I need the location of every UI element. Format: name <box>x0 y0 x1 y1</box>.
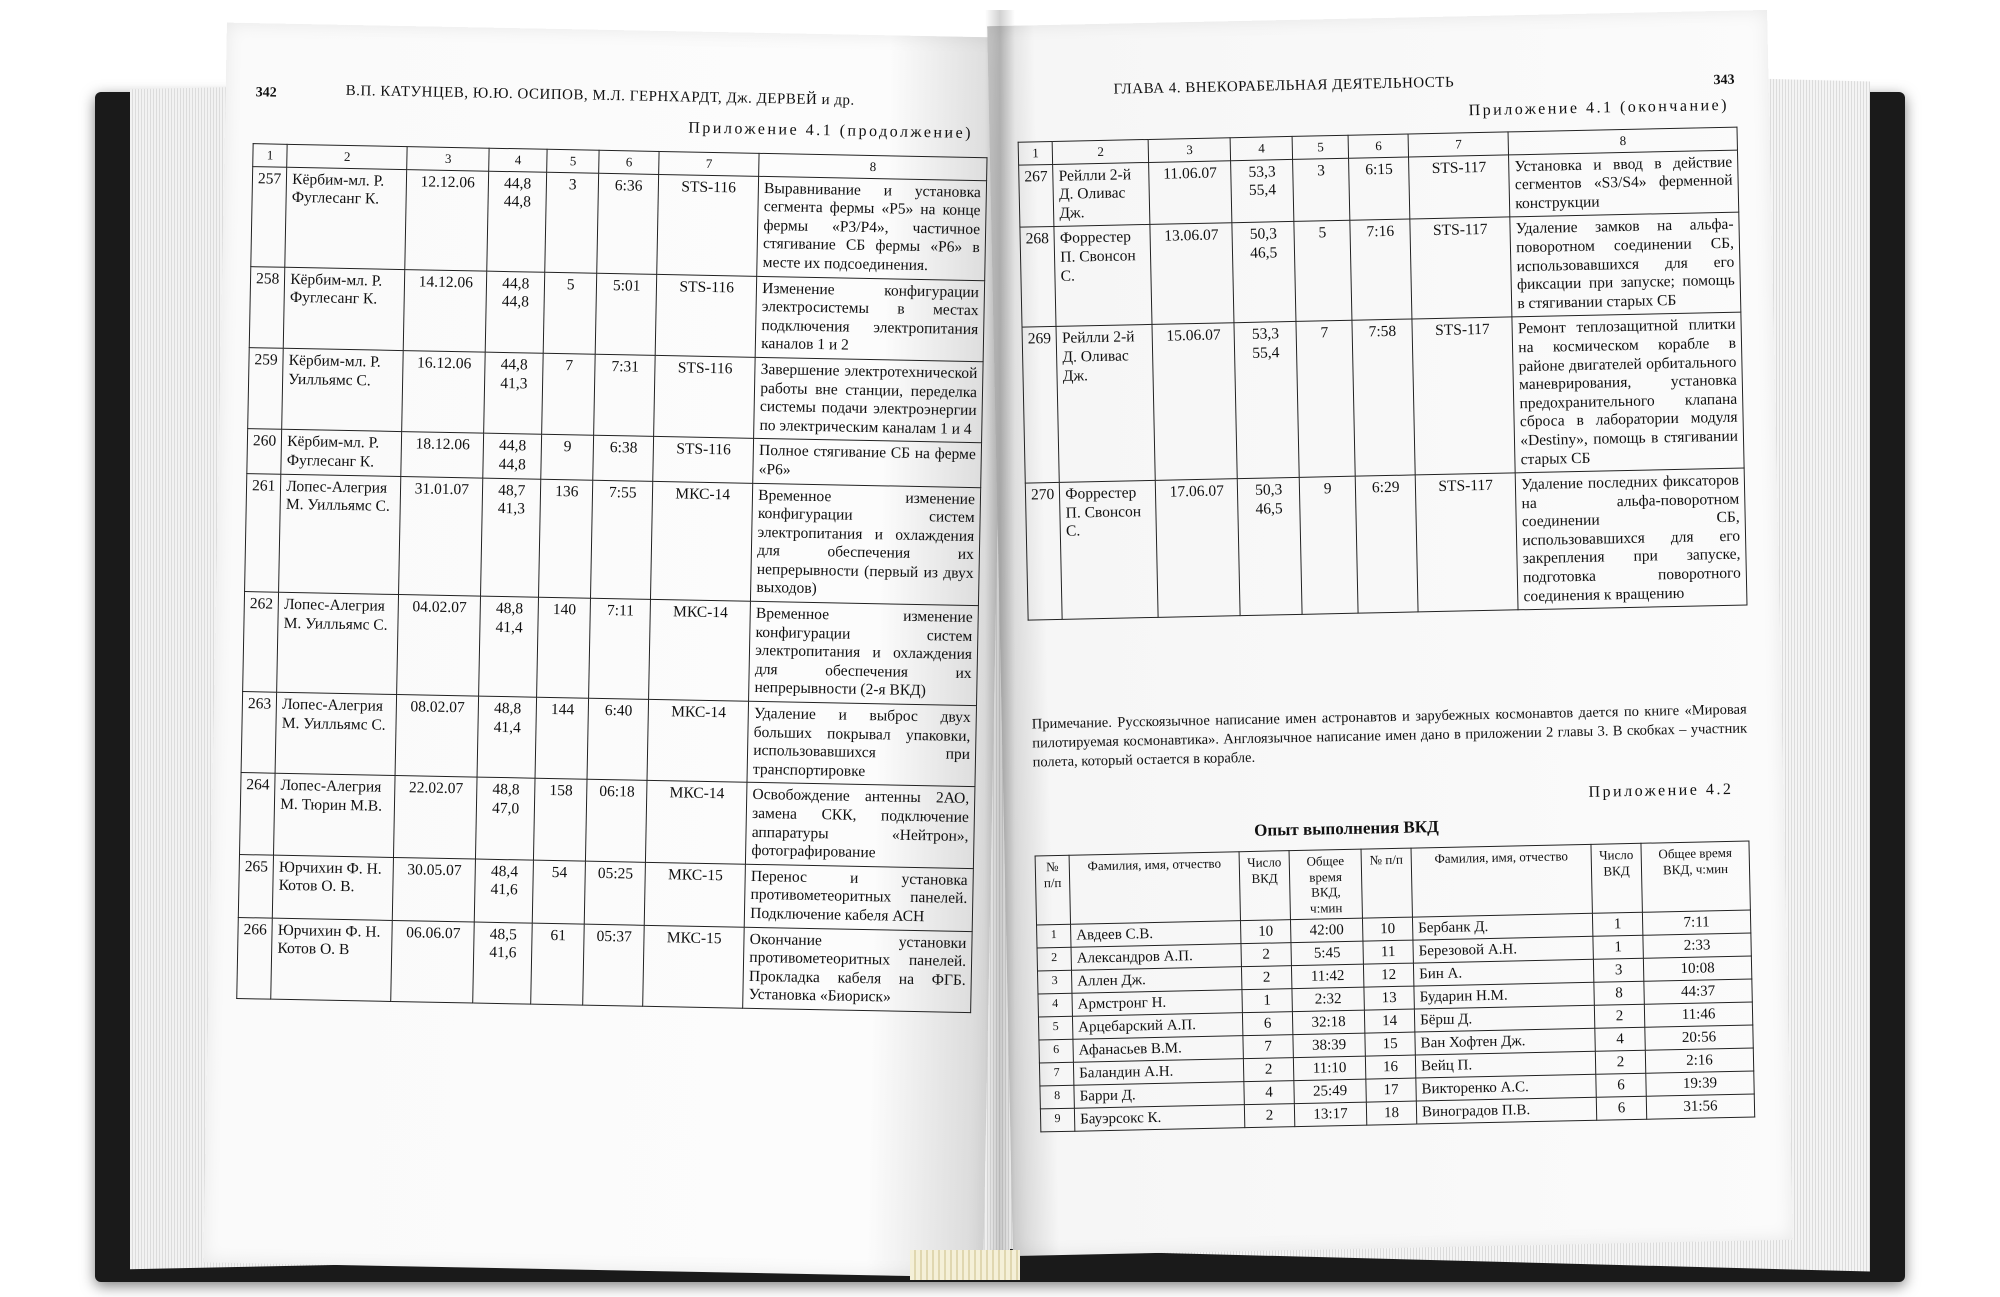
vkd-count: 2 <box>1244 1104 1294 1128</box>
right-table-body <box>1019 150 1747 621</box>
vkd-col-header: Фамилия, имя, отчество <box>1069 852 1240 925</box>
vkd-count: 2 <box>1243 1058 1293 1082</box>
eva-count: 144 <box>535 697 589 779</box>
vkd-number: 8 <box>1040 1086 1074 1110</box>
vkd-total-time: 2:16 <box>1645 1048 1753 1073</box>
vkd-total-time: 25:49 <box>1294 1079 1366 1104</box>
right-table-row <box>1022 312 1744 483</box>
eva-values: 50,3 46,5 <box>1237 477 1302 615</box>
vkd-number: 7 <box>1039 1063 1073 1087</box>
vkd-count: 1 <box>1593 936 1643 960</box>
eva-count: 7 <box>1296 321 1355 478</box>
eva-duration: 6:38 <box>593 436 654 481</box>
right-col-header: 6 <box>1348 134 1408 158</box>
flight-id: STS-117 <box>1410 217 1512 319</box>
row-number: 263 <box>241 692 277 774</box>
eva-duration: 05:37 <box>583 924 645 1007</box>
astronaut-name: Авдеев С.В. <box>1071 921 1241 948</box>
book-spine-shadow <box>985 10 1015 1280</box>
vkd-number: 11 <box>1363 940 1413 964</box>
vkd-total-time: 31:56 <box>1646 1094 1754 1119</box>
right-table-row <box>1020 212 1741 327</box>
eva-count: 9 <box>1299 476 1358 614</box>
vkd-total-time: 2:32 <box>1292 987 1364 1012</box>
astronaut-name: Бербанк Д. <box>1412 914 1592 941</box>
eva-date: 08.02.07 <box>395 695 479 778</box>
eva-duration: 7:55 <box>591 480 653 600</box>
crew-names: Кёрбим-мл. Р. Уилльямс С. <box>282 348 404 432</box>
vkd-number: 15 <box>1365 1032 1415 1056</box>
right-col-header: 4 <box>1230 136 1292 160</box>
flight-id: STS-116 <box>654 355 756 438</box>
eva-description: Установка и ввод в действие сегментов «S3/S4» ферменной конструкции <box>1509 150 1739 218</box>
vkd-count: 6 <box>1242 1012 1292 1036</box>
flight-id: МКС-15 <box>643 925 745 1008</box>
left-table-row <box>251 166 987 280</box>
vkd-total-time: 11:46 <box>1644 1002 1752 1027</box>
left-page <box>203 23 1007 1278</box>
left-col-header: 4 <box>489 148 547 172</box>
eva-duration: 6:36 <box>597 173 659 274</box>
flight-id: МКС-14 <box>646 781 748 864</box>
row-number: 264 <box>240 773 276 855</box>
astronaut-name: Вейц П. <box>1415 1052 1595 1079</box>
flight-id: МКС-14 <box>647 699 749 782</box>
astronaut-name: Афанасьев В.М. <box>1073 1036 1243 1063</box>
row-number: 268 <box>1020 227 1056 328</box>
astronaut-name: Армстронг Н. <box>1072 990 1242 1017</box>
eva-description: Ремонт теплозащитной плитки на космическом корабле в районе двигателей орбитального маневрирования, установка предохранительного клапана сброса в лаборатории модуля «Destiny», помощь в стягивании старых СБ <box>1512 312 1744 473</box>
eva-description: Временное изменение конфигурации систем электропитания и охлаждения для обеспечения их непрерывности (2-я ВКД) <box>749 601 979 705</box>
vkd-col-header: Общее время ВКД, ч:мин <box>1641 841 1750 913</box>
crew-names: Лопес-Алегрия М. Уилльямс С. <box>275 692 397 776</box>
eva-duration: 7:11 <box>589 598 651 699</box>
eva-count: 5 <box>1294 221 1352 322</box>
crew-names: Кёрбим-мл. Р. Фуглесанг К. <box>283 267 405 351</box>
vkd-count: 10 <box>1241 920 1291 944</box>
eva-description: Изменение конфигурации электросистемы в местах подключения электропитания каналов 1 и 2 <box>755 276 984 362</box>
row-number: 261 <box>245 473 282 592</box>
astronaut-name: Баландин А.Н. <box>1073 1059 1243 1086</box>
vkd-number: 16 <box>1365 1055 1415 1079</box>
astronaut-name: Викторенко А.С. <box>1416 1075 1596 1102</box>
vkd-count: 6 <box>1596 1074 1646 1098</box>
vkd-number: 13 <box>1364 986 1414 1010</box>
right-table-row <box>1025 468 1747 620</box>
left-col-header: 5 <box>547 149 599 173</box>
row-number: 267 <box>1019 164 1055 227</box>
eva-duration: 6:40 <box>587 698 649 781</box>
left-table-row <box>240 773 975 868</box>
eva-duration: 7:58 <box>1352 319 1415 476</box>
right-col-header: 3 <box>1148 138 1230 162</box>
vkd-number: 1 <box>1037 925 1071 949</box>
eva-description: Удаление и выброс двух больших покрывал упаковки, использовавшихся при транспортировке <box>747 701 976 787</box>
vkd-total-time: 44:37 <box>1644 979 1752 1004</box>
crew-names: Рейлли 2-й Д. Оливас Дж. <box>1056 325 1155 483</box>
eva-count: 136 <box>539 479 593 599</box>
right-page-number: 343 <box>1713 72 1735 89</box>
left-page-number: 342 <box>255 85 277 101</box>
eva-description: Завершение электротехнической работы вне станции, переделка системы подачи электроэнергии по электрическим каналам 1 и 4 <box>754 357 983 443</box>
crew-names: Юрчихин Ф. Н. Котов О. В. <box>273 855 394 920</box>
flight-id: STS-116 <box>657 174 759 276</box>
astronaut-name: Бёрш Д. <box>1414 1006 1594 1033</box>
eva-date: 13.06.07 <box>1150 223 1234 325</box>
right-col-header: 7 <box>1408 132 1508 157</box>
vkd-count: 2 <box>1594 1005 1644 1029</box>
eva-date: 16.12.06 <box>402 351 486 434</box>
eva-duration: 06:18 <box>586 780 648 863</box>
eva-description: Удаление замков на альфа-поворотном соединении СБ, использовавшихся для его фиксации при запуске; помощь в стягивании старых СБ <box>1510 212 1741 317</box>
eva-duration: 7:16 <box>1350 219 1412 320</box>
vkd-count: 1 <box>1242 989 1292 1013</box>
vkd-count: 1 <box>1592 913 1642 937</box>
crew-names: Кёрбим-мл. Р. Фуглесанг К. <box>285 167 407 269</box>
eva-values: 44,8 41,3 <box>484 352 544 434</box>
eva-duration: 5:01 <box>595 273 657 356</box>
right-col-header: 8 <box>1508 127 1737 154</box>
flight-id: МКС-14 <box>649 599 751 701</box>
eva-duration: 6:29 <box>1355 475 1418 613</box>
eva-description: Временное изменение конфигурации систем электропитания и охлаждения для обеспечения их непрерывности (первый из двух выходов) <box>751 483 981 606</box>
eva-values: 48,8 41,4 <box>479 596 539 697</box>
vkd-number: 12 <box>1363 963 1413 987</box>
astronaut-name: Березовой А.Н. <box>1413 937 1593 964</box>
vkd-col-header: Число ВКД <box>1591 843 1642 913</box>
row-number: 270 <box>1025 482 1062 620</box>
crew-names: Кёрбим-мл. Р. Фуглесанг К. <box>281 430 402 476</box>
eva-values: 44,8 44,8 <box>487 171 547 272</box>
eva-date: 18.12.06 <box>401 432 484 478</box>
vkd-total-time: 13:17 <box>1294 1102 1366 1127</box>
eva-count: 140 <box>537 597 591 698</box>
vkd-number: 2 <box>1037 948 1071 972</box>
crew-names: Лопес-Алегрия М. Уилльямс С. <box>279 474 401 595</box>
eva-date: 04.02.07 <box>397 595 481 697</box>
left-table-row <box>248 348 983 443</box>
left-col-header: 3 <box>407 147 489 171</box>
eva-date: 14.12.06 <box>403 269 487 352</box>
vkd-number: 6 <box>1039 1040 1073 1064</box>
eva-count: 54 <box>533 860 586 924</box>
eva-values: 48,7 41,3 <box>481 478 541 598</box>
astronaut-name: Аллен Дж. <box>1072 967 1242 994</box>
vkd-count: 4 <box>1244 1081 1294 1105</box>
vkd-col-header: Фамилия, имя, отчество <box>1411 844 1592 917</box>
right-running-head: ГЛАВА 4. ВНЕКОРАБЕЛЬНАЯ ДЕЯТЕЛЬНОСТЬ <box>1113 74 1455 98</box>
vkd-col-header: Число ВКД <box>1239 851 1290 921</box>
vkd-total-time: 20:56 <box>1645 1025 1753 1050</box>
flight-id: STS-116 <box>653 437 754 483</box>
vkd-count: 4 <box>1595 1028 1645 1052</box>
eva-values: 48,8 47,0 <box>476 777 536 859</box>
eva-values: 50,3 46,5 <box>1232 222 1296 323</box>
vkd-number: 17 <box>1366 1078 1416 1102</box>
left-table-row <box>249 266 984 361</box>
crew-names: Форрестер П. Свонсон С. <box>1060 480 1159 619</box>
appendix-4-2-heading: Приложение 4.2 <box>1588 780 1734 801</box>
vkd-total-time: 38:39 <box>1293 1033 1365 1058</box>
left-col-header: 7 <box>659 151 759 176</box>
row-number: 257 <box>251 166 287 267</box>
row-number: 258 <box>249 266 285 348</box>
eva-description: Выравнивание и установка сегмента фермы «P5» на конце фермы «P3/P4», частичное стягивание СБ фермы «P6» в месте их подсоединения. <box>757 176 987 280</box>
flight-id: МКС-15 <box>644 862 745 927</box>
vkd-count: 2 <box>1241 966 1291 990</box>
vkd-experience-table <box>1035 841 1756 1133</box>
right-col-header: 5 <box>1292 135 1348 159</box>
right-col-header: 2 <box>1052 139 1148 164</box>
eva-date: 11.06.07 <box>1149 160 1232 224</box>
vkd-col-header: Общее время ВКД, ч:мин <box>1289 849 1362 920</box>
eva-values: 53,3 55,4 <box>1231 159 1294 223</box>
right-col-header: 1 <box>1018 141 1053 164</box>
astronaut-name: Ван Хофтен Дж. <box>1415 1029 1595 1056</box>
vkd-total-time: 11:10 <box>1293 1056 1365 1081</box>
astronaut-name: Александров А.П. <box>1071 944 1241 971</box>
crew-names: Лопес-Алегрия М. Тюрин М.В. <box>274 774 396 858</box>
flight-id: STS-117 <box>1415 473 1518 612</box>
row-number: 262 <box>243 592 279 693</box>
vkd-total-time: 19:39 <box>1646 1071 1754 1096</box>
left-eva-table <box>236 143 987 1013</box>
right-eva-table <box>1018 127 1748 621</box>
eva-duration: 6:15 <box>1349 157 1410 221</box>
left-table-row <box>237 917 972 1012</box>
eva-values: 48,5 41,6 <box>473 922 533 1004</box>
eva-count: 158 <box>534 779 588 861</box>
table-note: Примечание. Русскоязычное написание имен астронавтов и зарубежных космонавтов дается по книге «Мировая пилотируемая космонавтика». Англоязычное написание имен дано в приложении 2 главы 3. В скобках – участник полета, который остается в корабле. <box>1031 701 1748 771</box>
crew-names: Форрестер П. Свонсон С. <box>1054 225 1152 327</box>
eva-description: Освобождение антенны 2АО, замена СКК, подключение аппаратуры «Нейтрон», фотографирование <box>746 783 975 869</box>
vkd-number: 18 <box>1366 1101 1416 1125</box>
eva-description: Полное стягивание СБ на ферме «P6» <box>753 439 982 488</box>
vkd-count: 2 <box>1595 1051 1645 1075</box>
eva-date: 30.05.07 <box>393 857 476 921</box>
eva-description: Перенос и установка противометеоритных панелей. Подключение кабеля АСН <box>744 864 973 931</box>
crew-names: Лопес-Алегрия М. Уилльямс С. <box>277 592 399 694</box>
vkd-total-time: 42:00 <box>1290 919 1362 944</box>
eva-date: 31.01.07 <box>399 476 483 596</box>
left-appendix-heading: Приложение 4.1 (продолжение) <box>688 119 974 142</box>
left-col-header: 1 <box>253 144 288 167</box>
bookmark-ribbon <box>910 1250 1020 1280</box>
eva-duration: 05:25 <box>584 861 645 925</box>
vkd-total-time: 5:45 <box>1291 942 1363 967</box>
eva-count: 3 <box>1293 158 1350 222</box>
vkd-count: 8 <box>1594 982 1644 1006</box>
appendix-4-2-title: Опыт выполнения ВКД <box>1253 817 1439 840</box>
vkd-number: 3 <box>1038 971 1072 995</box>
left-col-header: 6 <box>599 150 659 174</box>
vkd-count: 6 <box>1596 1097 1646 1121</box>
eva-values: 44,8 44,8 <box>485 271 545 353</box>
vkd-count: 2 <box>1241 943 1291 967</box>
row-number: 260 <box>247 429 282 474</box>
row-number: 266 <box>237 917 273 999</box>
eva-duration: 7:31 <box>594 354 656 437</box>
eva-count: 7 <box>542 353 596 435</box>
eva-count: 9 <box>541 435 594 480</box>
vkd-col-header: № п/п <box>1035 855 1070 925</box>
eva-date: 06.06.07 <box>391 920 475 1003</box>
left-col-header: 8 <box>759 153 987 180</box>
astronaut-name: Бин А. <box>1413 960 1593 987</box>
row-number: 265 <box>238 854 273 917</box>
right-appendix-heading: Приложение 4.1 (окончание) <box>1468 96 1730 120</box>
left-table-row <box>245 473 981 606</box>
left-running-head: В.П. КАТУНЦЕВ, Ю.Ю. ОСИПОВ, М.Л. ГЕРНХАРДТ, Дж. ДЕРВЕЙ и др. <box>345 82 855 109</box>
vkd-number: 9 <box>1040 1109 1074 1133</box>
vkd-count: 3 <box>1593 959 1643 983</box>
vkd-table-body <box>1037 910 1755 1132</box>
vkd-total-time: 7:11 <box>1642 910 1750 935</box>
vkd-number: 5 <box>1038 1017 1072 1041</box>
astronaut-name: Бауэрсокс К. <box>1074 1105 1244 1132</box>
left-table-body <box>237 166 987 1012</box>
eva-date: 17.06.07 <box>1156 479 1241 618</box>
vkd-total-time: 32:18 <box>1292 1010 1364 1035</box>
vkd-number: 14 <box>1364 1009 1414 1033</box>
eva-values: 48,4 41,6 <box>475 859 534 923</box>
vkd-total-time: 11:42 <box>1291 965 1363 990</box>
row-number: 259 <box>248 348 284 430</box>
eva-description: Окончание установки противометеоритных панелей. Прокладка кабеля на ФГБ. Установка «Биориск» <box>743 927 972 1013</box>
astronaut-name: Барри Д. <box>1074 1082 1244 1109</box>
eva-date: 12.12.06 <box>405 169 489 271</box>
vkd-total-time: 2:33 <box>1643 933 1751 958</box>
astronaut-name: Виноградов П.В. <box>1416 1098 1596 1125</box>
eva-date: 22.02.07 <box>394 776 478 859</box>
flight-id: STS-116 <box>655 274 757 357</box>
eva-count: 3 <box>545 172 599 273</box>
vkd-number: 10 <box>1362 917 1412 941</box>
left-col-header: 2 <box>287 144 407 169</box>
flight-id: МКС-14 <box>651 481 753 601</box>
eva-count: 5 <box>543 272 597 354</box>
eva-description: Удаление последних фиксаторов на альфа-поворотном соединении СБ, использовавшихся для его закрепления при запуске, подготовка поворотного соединения к вращению <box>1515 468 1747 610</box>
eva-values: 48,8 41,4 <box>477 696 537 778</box>
eva-date: 15.06.07 <box>1152 323 1237 480</box>
left-table-row <box>241 692 976 787</box>
eva-count: 61 <box>531 923 585 1005</box>
right-page <box>987 10 1793 1256</box>
flight-id: STS-117 <box>1409 155 1510 220</box>
flight-id: STS-117 <box>1412 317 1515 475</box>
astronaut-name: Бударин Н.М. <box>1414 983 1594 1010</box>
eva-values: 53,3 55,4 <box>1234 322 1299 479</box>
vkd-col-header: № п/п <box>1361 848 1412 918</box>
crew-names: Рейлли 2-й Д. Оливас Дж. <box>1053 162 1150 227</box>
vkd-total-time: 10:08 <box>1643 956 1751 981</box>
astronaut-name: Арцебарский А.П. <box>1072 1013 1242 1040</box>
eva-values: 44,8 44,8 <box>483 433 542 478</box>
row-number: 269 <box>1022 327 1060 483</box>
vkd-count: 7 <box>1243 1035 1293 1059</box>
crew-names: Юрчихин Ф. Н. Котов О. В <box>271 918 393 1002</box>
vkd-number: 4 <box>1038 994 1072 1018</box>
left-table-row <box>243 592 979 706</box>
